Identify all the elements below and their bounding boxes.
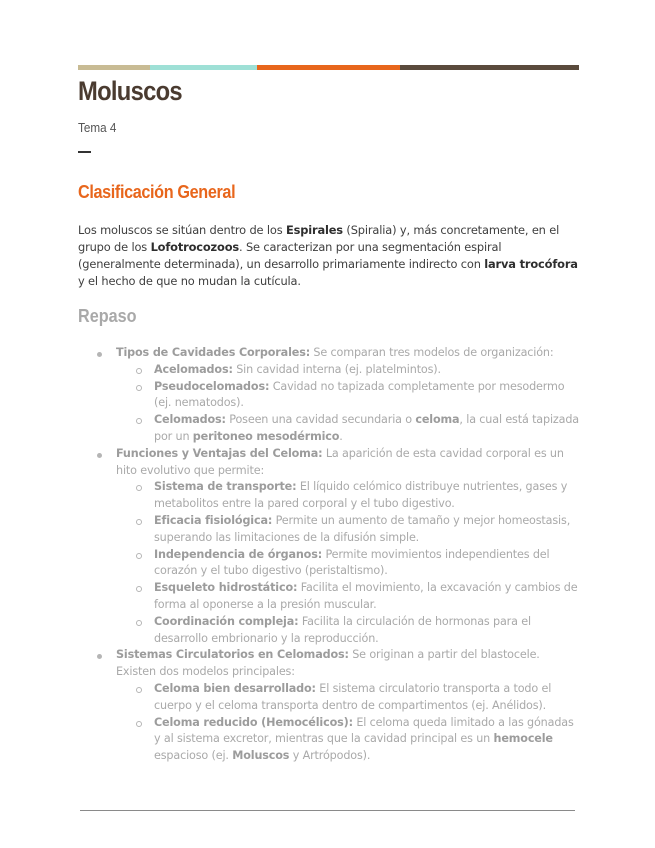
list-item-independencia: Independencia de órganos: Permite movimientos independientes del corazón y el tubo digestivo (peristaltismo). <box>78 547 579 581</box>
list-item-celomados: Celomados: Poseen una cavidad secundaria o celoma, la cual está tapizada por un peritoneo mesodérmico. <box>78 412 579 446</box>
title-divider <box>78 151 91 153</box>
list-item-funciones: Funciones y Ventajas del Celoma: La aparición de esta cavidad corporal es un hito evolutivo que permite: <box>78 446 579 480</box>
list-item-cavidades: Tipos de Cavidades Corporales: Se comparan tres modelos de organización: <box>78 345 579 362</box>
list-item-coordinacion: Coordinación compleja: Facilita la circulación de hormonas para el desarrollo embrionario y la reproducción. <box>78 614 579 648</box>
list-item-celoma-reducido: Celoma reducido (Hemocélicos): El celoma queda limitado a las gónadas y al sistema excretor, mientras que la cavidad principal es un hemocele espacioso (ej. Moluscos y Artrópodos). <box>78 715 579 765</box>
list-item-esqueleto: Esqueleto hidrostático: Facilita el movimiento, la excavación y cambios de forma al oponerse a la presión muscular. <box>78 580 579 614</box>
list-item-pseudocelomados: Pseudocelomados: Cavidad no tapizada completamente por mesodermo (ej. nematodos). <box>78 379 579 413</box>
color-segment-aqua <box>150 65 257 70</box>
color-segment-brown <box>400 65 579 70</box>
list-item-transporte: Sistema de transporte: El líquido celómico distribuye nutrientes, gases y metabolitos entre la pared corporal y el tubo digestivo. <box>78 479 579 513</box>
list-item-eficacia: Eficacia fisiológica: Permite un aumento de tamaño y mejor homeostasis, superando las limitaciones de la difusión simple. <box>78 513 579 547</box>
repaso-heading: Repaso <box>78 306 137 326</box>
list-item-circulatorios: Sistemas Circulatorios en Celomados: Se originan a partir del blastocele. Existen dos modelos principales: <box>78 647 579 681</box>
section-heading: Clasificación General <box>78 182 236 202</box>
list-item-acelomados: Acelomados: Sin cavidad interna (ej. platelmintos). <box>78 362 579 379</box>
list-item-celoma-bien: Celoma bien desarrollado: El sistema circulatorio transporta a todo el cuerpo y el celoma transporta dentro de compartimentos (ej. Anélidos). <box>78 681 579 715</box>
color-segment-orange <box>257 65 400 70</box>
document-subtitle: Tema 4 <box>78 120 117 135</box>
repaso-list <box>78 345 579 765</box>
document-title: Moluscos <box>78 76 182 106</box>
footer-divider <box>80 810 575 811</box>
color-segment-beige <box>78 65 150 70</box>
header-color-bar <box>78 65 579 70</box>
intro-paragraph: Los moluscos se sitúan dentro de los Espirales (Spiralia) y, más concretamente, en el grupo de los Lofotrocozoos. Se caracterizan por una segmentación espiral (generalmente determinada), un desarrollo primariamente indirecto con larva trocófora y el hecho de que no mudan la cutícula. <box>78 223 578 288</box>
